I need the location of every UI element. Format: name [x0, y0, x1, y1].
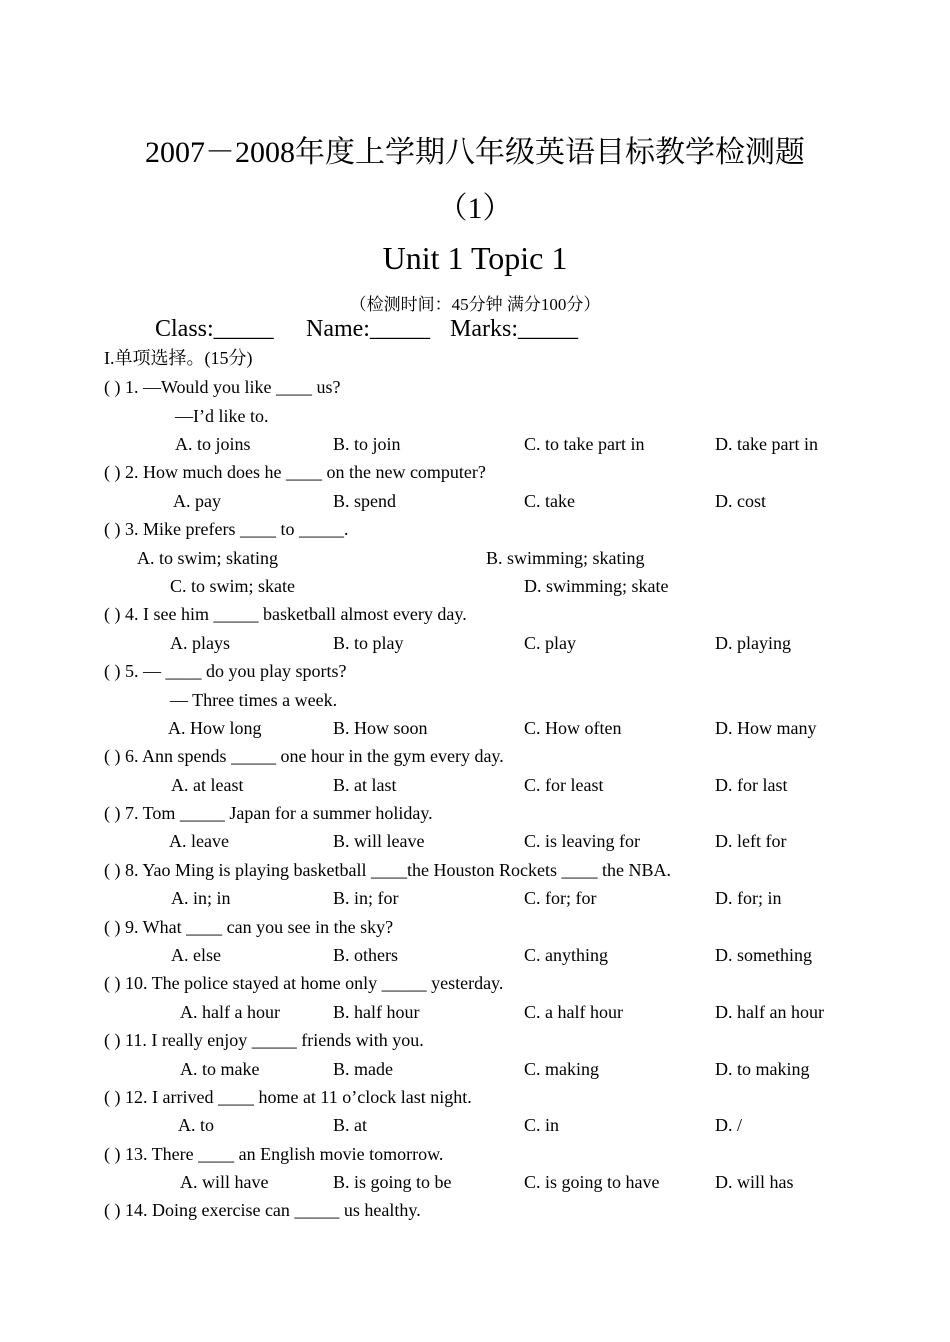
option-c: C. is going to have — [524, 1172, 660, 1192]
option-b: B. others — [333, 945, 398, 965]
option-d: D. something — [715, 945, 812, 965]
option-a: A. to — [178, 1115, 214, 1135]
option-a: A. plays — [170, 633, 230, 653]
option-d: D. left for — [715, 831, 787, 851]
option-d: D. for; in — [715, 888, 782, 908]
option-a: A. at least — [171, 775, 244, 795]
question-reply: —I’d like to. — [175, 406, 269, 426]
option-c: C. take — [524, 491, 575, 511]
question-stem: ( ) 6. Ann spends _____ one hour in the gym every day. — [104, 746, 504, 766]
option-a: A. will have — [180, 1172, 269, 1192]
option-d: D. half an hour — [715, 1002, 824, 1022]
option-b: B. is going to be — [333, 1172, 452, 1192]
option-c: C. to swim; skate — [170, 576, 295, 596]
exam-meta: （检测时间：45分钟 满分100分） — [349, 295, 601, 314]
option-d: D. for last — [715, 775, 788, 795]
option-b: B. swimming; skating — [486, 548, 645, 568]
option-a: A. else — [171, 945, 221, 965]
question-stem: ( ) 13. There ____ an English movie tomorrow. — [104, 1144, 444, 1164]
option-c: C. for; for — [524, 888, 597, 908]
option-b: B. at — [333, 1115, 367, 1135]
option-c: C. in — [524, 1115, 560, 1135]
option-a: A. in; in — [171, 888, 231, 908]
option-a: A. to make — [180, 1059, 260, 1079]
option-c: C. play — [524, 633, 576, 653]
question-stem: ( ) 10. The police stayed at home only _____ yesterday. — [104, 973, 504, 993]
option-d: D. / — [715, 1115, 742, 1135]
option-b: B. to join — [333, 434, 401, 454]
option-c: C. How often — [524, 718, 622, 738]
option-b: B. spend — [333, 491, 396, 511]
question-stem: ( ) 3. Mike prefers ____ to _____. — [104, 519, 349, 539]
option-a: A. to swim; skating — [137, 548, 279, 568]
unit-heading: Unit 1 Topic 1 — [382, 240, 568, 276]
option-c: C. to take part in — [524, 434, 645, 454]
option-c: C. a half hour — [524, 1002, 623, 1022]
option-a: A. half a hour — [180, 1002, 280, 1022]
question-stem: ( ) 9. What ____ can you see in the sky? — [104, 917, 394, 937]
option-a: A. to joins — [175, 434, 251, 454]
option-b: B. will leave — [333, 831, 425, 851]
question-stem: ( ) 2. How much does he ____ on the new computer? — [104, 462, 486, 482]
option-c: C. making — [524, 1059, 599, 1079]
option-b: B. at last — [333, 775, 397, 795]
question-stem: ( ) 14. Doing exercise can _____ us healthy. — [104, 1200, 421, 1220]
question-stem: ( ) 11. I really enjoy _____ friends with you. — [104, 1030, 424, 1050]
option-a: A. leave — [169, 831, 229, 851]
section-heading: I.单项选择。(15分) — [104, 348, 253, 368]
option-d: D. to making — [715, 1059, 810, 1079]
option-a: A. pay — [173, 491, 221, 511]
question-stem: ( ) 7. Tom _____ Japan for a summer holiday. — [104, 803, 433, 823]
question-stem: ( ) 12. I arrived ____ home at 11 o’clock last night. — [104, 1087, 472, 1107]
option-d: D. How many — [715, 718, 817, 738]
question-stem: ( ) 8. Yao Ming is playing basketball ____the Houston Rockets ____ the NBA. — [104, 860, 671, 880]
exam-number: （1） — [437, 192, 513, 225]
option-b: B. half hour — [333, 1002, 420, 1022]
option-b: B. to play — [333, 633, 404, 653]
option-a: A. How long — [168, 718, 262, 738]
name-field: Name:_____ — [306, 316, 430, 342]
option-d: D. take part in — [715, 434, 818, 454]
exam-title: 2007－2008年度上学期八年级英语目标教学检测题 — [145, 136, 805, 169]
option-d: D. will has — [715, 1172, 794, 1192]
question-stem: ( ) 1. —Would you like ____ us? — [104, 377, 341, 397]
option-d: D. cost — [715, 491, 766, 511]
option-b: B. made — [333, 1059, 393, 1079]
option-d: D. swimming; skate — [524, 576, 669, 596]
class-field: Class:_____ — [155, 316, 274, 342]
option-c: C. for least — [524, 775, 604, 795]
option-c: C. is leaving for — [524, 831, 640, 851]
option-b: B. in; for — [333, 888, 399, 908]
marks-field: Marks:_____ — [450, 316, 578, 342]
option-b: B. How soon — [333, 718, 428, 738]
question-reply: — Three times a week. — [170, 690, 338, 710]
question-stem: ( ) 5. — ____ do you play sports? — [104, 661, 347, 681]
option-d: D. playing — [715, 633, 791, 653]
question-stem: ( ) 4. I see him _____ basketball almost every day. — [104, 604, 467, 624]
option-c: C. anything — [524, 945, 608, 965]
